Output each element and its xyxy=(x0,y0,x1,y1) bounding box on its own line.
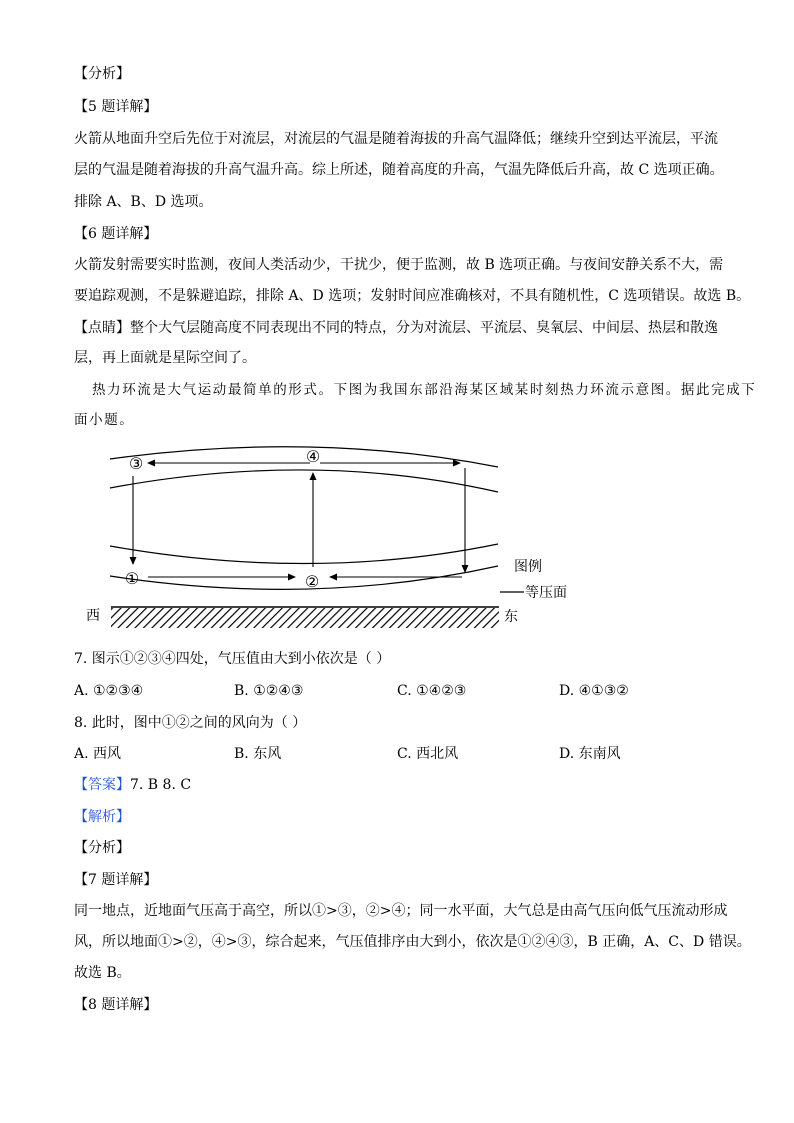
q5-line-3: 排除 A、B、D 选项。 xyxy=(74,194,213,210)
east-label: 东 xyxy=(504,609,518,625)
ground-hatching xyxy=(111,608,499,628)
legend-title: 图例 xyxy=(514,559,542,575)
q7-detail-line-1: 同一地点，近地面气压高于高空，所以①>③，②>④；同一水平面，大气总是由高气压向低气压流动形成 xyxy=(74,903,728,919)
q7-detail-line-2: 风，所以地面①>②，④>③，综合起来，气压值排序由大到小，依次是①②④③，B 正确，A、C、D 错误。 xyxy=(74,934,751,950)
upper-isobar-top xyxy=(110,447,498,467)
q6-heading: 【6 题详解】 xyxy=(74,226,158,242)
q8-option-a: A. 西风 xyxy=(74,746,122,762)
q5-line-1: 火箭从地面升空后先位于对流层，对流层的气温是随着海拔的升高气温降低；继续升空到达平流层，平流 xyxy=(74,131,718,147)
upper-isobar-bottom xyxy=(110,470,498,492)
intro-line-1: 热力环流是大气运动最简单的形式。下图为我国东部沿海某区域某时刻热力环流示意图。据此完成下 xyxy=(92,382,757,398)
q6-line-1: 火箭发射需要实时监测，夜间人类活动少，干扰少，便于监测，故 B 选项正确。与夜间安静关系不大，需 xyxy=(74,257,724,273)
q8-stem: 8. 此时，图中①②之间的风向为（ ） xyxy=(74,715,307,731)
answer-line xyxy=(74,775,724,795)
q7-option-a: A. ①②③④ xyxy=(74,683,144,699)
lower-isobar-top xyxy=(110,544,498,564)
point-1-label: ① xyxy=(124,569,140,588)
tip-line-1: 【点睛】整个大气层随高度不同表现出不同的特点，分为对流层、平流层、臭氧层、中间层、热层和散逸 xyxy=(74,320,718,336)
q8-option-c: C. 西北风 xyxy=(397,746,459,762)
point-3-label: ③ xyxy=(128,454,144,473)
q5-line-2: 层的气温是随着海拔的升高气温升高。综上所述，随着高度的升高，气温先降低后升高，故 C 选项正确。 xyxy=(74,162,724,178)
thermal-circulation-diagram xyxy=(80,436,600,636)
west-label: 西 xyxy=(86,608,100,624)
q8-option-d: D. 东南风 xyxy=(559,746,621,762)
q8-detail-heading: 【8 题详解】 xyxy=(74,997,158,1013)
tip-line-2: 层，再上面就是星际空间了。 xyxy=(74,350,256,366)
q6-line-2: 要追踪观测，不是躲避追踪，排除 A、D 选项；发射时间应准确核对，不具有随机性，C 选项错误。故选 B。 xyxy=(74,288,751,304)
q7-detail-line-3: 故选 B。 xyxy=(74,965,131,981)
answer-text: 7. B 8. C xyxy=(130,777,192,793)
explanation-label: 【解析】 xyxy=(74,809,130,825)
analysis-heading-2: 【分析】 xyxy=(74,840,130,856)
analysis-heading: 【分析】 xyxy=(74,66,130,82)
q5-heading: 【5 题详解】 xyxy=(74,99,158,115)
q7-option-d: D. ④①③② xyxy=(559,683,629,699)
q7-option-b: B. ①②④③ xyxy=(234,683,304,699)
q7-detail-heading: 【7 题详解】 xyxy=(74,872,158,888)
q7-stem: 7. 图示①②③④四处，气压值由大到小依次是（ ） xyxy=(74,651,391,667)
point-2-label: ② xyxy=(304,572,320,591)
q8-option-b: B. 东风 xyxy=(234,746,282,762)
point-4-label: ④ xyxy=(305,447,321,466)
answer-label: 【答案】 xyxy=(74,777,130,793)
intro-line-2: 面小题。 xyxy=(74,412,135,428)
legend-item-isobar: 等压面 xyxy=(525,585,567,601)
q7-option-c: C. ①④②③ xyxy=(397,683,467,699)
